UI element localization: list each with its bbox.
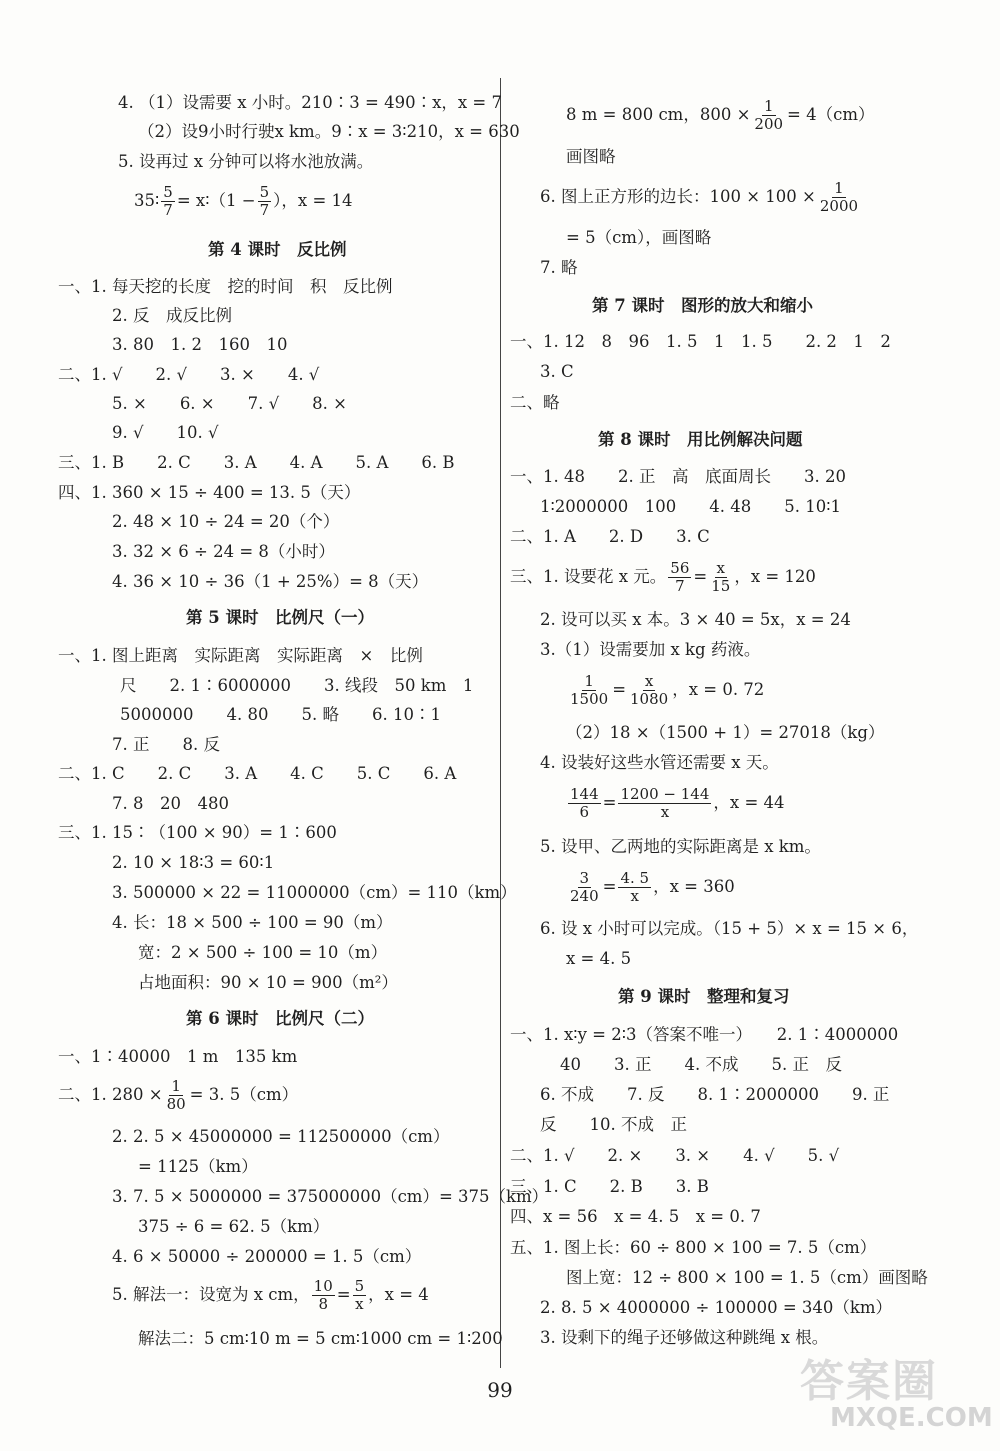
numerator: 1: [834, 179, 844, 197]
answer-line: 2. 设可以买 x 本。3 × 40 = 5x，x = 24: [540, 610, 851, 629]
answer-line: 3. C: [540, 362, 574, 381]
answer-line: 4. （1）设需要 x 小时。210∶3 = 490∶x，x = 7: [118, 93, 503, 112]
numerator: 5: [354, 1277, 365, 1295]
denominator: 240: [570, 887, 599, 905]
fraction: [818, 180, 860, 215]
text: 6. 图上正方形的边长：100 × 100 ×: [540, 187, 816, 206]
text: 5. 解法一：设宽为 x cm，: [112, 1285, 310, 1304]
answer-line: 7. 略: [540, 258, 578, 277]
answer-line: 一、1. 每天挖的长度 挖的时间 积 反比例: [58, 277, 393, 296]
section-heading: 第 5 课时 比例尺（一）: [186, 608, 374, 627]
fraction: [568, 786, 601, 821]
watermark-logo: [800, 1345, 995, 1445]
fraction: [628, 673, 670, 708]
text: = 4（cm）: [787, 105, 875, 124]
numerator: 144: [570, 785, 599, 803]
numerator: 5: [259, 183, 270, 201]
fraction: [618, 870, 651, 905]
answer-line-fraction: [134, 184, 353, 219]
numerator: 1200 − 144: [620, 785, 710, 803]
answer-line: 画图略: [566, 147, 616, 166]
answer-line: 二、1. √ 2. × 3. × 4. √ 5. √: [510, 1146, 840, 1165]
section-heading: 第 7 课时 图形的放大和缩小: [592, 296, 813, 315]
text: ，x = 4: [368, 1285, 429, 1304]
fraction: [165, 1078, 188, 1113]
denominator: 7: [163, 201, 173, 219]
answer-line: 1∶2000000 100 4. 48 5. 10∶1: [540, 497, 842, 516]
denominator: 7: [259, 201, 270, 219]
answer-line: 一、1. 48 2. 正 高 底面周长 3. 20: [510, 467, 846, 486]
section-heading: 第 4 课时 反比例: [208, 240, 347, 259]
answer-line: 2. 2. 5 × 45000000 = 112500000（cm）: [112, 1127, 450, 1146]
numerator: 3: [579, 869, 590, 887]
fraction: [312, 1278, 335, 1313]
numerator: 4. 5: [620, 869, 650, 887]
answer-line: 5. 设再过 x 分钟可以将水池放满。: [118, 152, 374, 171]
text: =: [602, 877, 617, 896]
fraction: [709, 560, 732, 595]
fraction: [353, 1278, 367, 1313]
answer-line: 7. 正 8. 反: [112, 735, 220, 754]
answer-line: 5. × 6. × 7. √ 8. ×: [112, 394, 347, 413]
denominator: 2000: [819, 197, 859, 215]
answer-line-fraction: [566, 98, 875, 133]
answer-line: 一、1. 图上距离 实际距离 实际距离 × 比例: [58, 646, 423, 665]
answer-line-fraction: [566, 870, 735, 905]
answer-line: 3. 7. 5 × 5000000 = 375000000（cm）= 375（km）: [112, 1187, 549, 1206]
answer-line-fraction: [58, 1078, 298, 1113]
denominator: 1080: [630, 690, 669, 708]
text: ，x = 0. 72: [672, 680, 765, 699]
answer-line: 二、略: [510, 393, 560, 412]
fraction: [618, 786, 711, 821]
page-number: 99: [487, 1378, 513, 1402]
answer-line: 占地面积：90 × 10 = 900（m²）: [138, 973, 398, 992]
answer-line: 宽：2 × 500 ÷ 100 = 10（m）: [138, 943, 388, 962]
answer-line: 3. 500000 × 22 = 11000000（cm）= 110（km）: [112, 883, 517, 902]
answer-line: 三、1. 15∶（100 × 90）= 1∶600: [58, 823, 337, 842]
answer-line: x = 4. 5: [566, 949, 632, 968]
numerator: x: [716, 559, 725, 577]
answer-line: = 5（cm），画图略: [566, 228, 712, 247]
answer-line-fraction: [540, 180, 862, 215]
answer-line: 四、x = 56 x = 4. 5 x = 0. 7: [510, 1207, 761, 1226]
answer-line: 2. 8. 5 × 4000000 ÷ 100000 = 340（km）: [540, 1298, 893, 1317]
text: =: [612, 680, 627, 699]
answer-line: 6. 不成 7. 反 8. 1∶2000000 9. 正: [540, 1085, 890, 1104]
denominator: 7: [675, 577, 685, 595]
denominator: x: [660, 803, 670, 821]
text: = 3. 5（cm）: [189, 1085, 299, 1104]
answer-line: 7. 8 20 480: [112, 794, 229, 813]
text: ，x = 120: [734, 567, 816, 586]
section-heading: 第 6 课时 比例尺（二）: [186, 1009, 374, 1028]
section-heading: 第 9 课时 整理和复习: [618, 987, 790, 1006]
numerator: 1: [763, 97, 774, 115]
text: =: [693, 567, 708, 586]
fraction: [161, 184, 175, 219]
answer-line: 4. 6 × 50000 ÷ 200000 = 1. 5（cm）: [112, 1247, 422, 1266]
answer-line: 尺 2. 1∶6000000 3. 线段 50 km 1: [120, 676, 474, 695]
text: 三、1. 设要花 x 元。: [510, 567, 667, 586]
answer-line-fraction: [112, 1278, 429, 1313]
answer-line: 图上宽：12 ÷ 800 × 100 = 1. 5（cm）画图略: [566, 1268, 928, 1287]
watermark-text: 答案圈: [800, 1356, 938, 1407]
fraction: [752, 98, 785, 133]
answer-line: （2）设9小时行驶x km。9∶x = 3∶210，x = 630: [138, 122, 520, 141]
text: 35∶: [134, 191, 160, 210]
answer-line-fraction: [510, 560, 816, 595]
answer-line: 三、1. B 2. C 3. A 4. A 5. A 6. B: [58, 453, 455, 472]
answer-line: 一、1. 12 8 96 1. 5 1 1. 5 2. 2 1 2: [510, 332, 891, 351]
answer-line: 5. 设甲、乙两地的实际距离是 x km。: [540, 837, 821, 856]
answer-line: 二、1. A 2. D 3. C: [510, 527, 710, 546]
answer-line: 解法二：5 cm∶10 m = 5 cm∶1000 cm = 1∶200: [138, 1329, 503, 1348]
text: ，x = 360: [653, 877, 735, 896]
answer-line: 二、1. C 2. C 3. A 4. C 5. C 6. A: [58, 764, 457, 783]
text: ），x = 14: [273, 191, 353, 210]
watermark-url: MXQE.COM: [830, 1403, 993, 1433]
column-divider: [500, 78, 501, 1368]
answer-line: 6. 设 x 小时可以完成。（15 + 5）× x = 15 × 6，: [540, 919, 919, 938]
denominator: x: [355, 1295, 364, 1313]
answer-line: 3.（1）设需要加 x kg 药液。: [540, 640, 761, 659]
answer-line: 五、1. 图上长：60 ÷ 800 × 100 = 7. 5（cm）: [510, 1238, 877, 1257]
answer-line: 9. √ 10. √: [112, 423, 219, 442]
fraction: [668, 560, 691, 595]
answer-line: 一、1∶40000 1 m 135 km: [58, 1047, 298, 1066]
answer-line: 反 10. 不成 正: [540, 1115, 687, 1134]
answer-line: 2. 10 × 18∶3 = 60∶1: [112, 853, 275, 872]
section-heading: 第 8 课时 用比例解决问题: [598, 430, 803, 449]
answer-line: 一、1. x∶y = 2∶3（答案不唯一） 2. 1∶4000000: [510, 1025, 899, 1044]
denominator: 15: [711, 577, 731, 595]
numerator: 5: [163, 183, 173, 201]
answer-line: 三、1. C 2. B 3. B: [510, 1177, 709, 1196]
answer-line: 二、1. √ 2. √ 3. × 4. √: [58, 365, 320, 384]
denominator: x: [630, 887, 640, 905]
numerator: 10: [313, 1277, 333, 1295]
fraction: [568, 673, 610, 708]
fraction: [568, 870, 601, 905]
text: =: [336, 1285, 351, 1304]
answer-line: 5000000 4. 80 5. 略 6. 10∶1: [120, 705, 441, 724]
answer-line-fraction: [566, 673, 764, 708]
denominator: 200: [754, 115, 784, 133]
denominator: 1500: [570, 690, 609, 708]
answer-line: 40 3. 正 4. 不成 5. 正 反: [560, 1055, 842, 1074]
answer-line: 四、1. 360 × 15 ÷ 400 = 13. 5（天）: [58, 483, 361, 502]
text: 二、1. 280 ×: [58, 1085, 163, 1104]
denominator: 6: [579, 803, 590, 821]
answer-line: 3. 80 1. 2 160 10: [112, 335, 288, 354]
answer-line: 2. 48 × 10 ÷ 24 = 20（个）: [112, 512, 340, 531]
numerator: 1: [584, 672, 594, 690]
answer-line: （2）18 ×（1500 + 1）= 27018（kg）: [566, 723, 885, 742]
numerator: 1: [171, 1077, 181, 1095]
answer-line: 4. 设装好这些水管还需要 x 天。: [540, 753, 779, 772]
answer-line: 2. 反 成反比例: [112, 306, 232, 325]
answer-line: 4. 36 × 10 ÷ 36（1 + 25%）= 8（天）: [112, 572, 429, 591]
text: 8 m = 800 cm，800 ×: [566, 105, 751, 124]
answer-line: = 1125（km）: [138, 1157, 258, 1176]
answer-line: 4. 长：18 × 500 ÷ 100 = 90（m）: [112, 913, 393, 932]
numerator: x: [644, 672, 654, 690]
answer-line: 3. 32 × 6 ÷ 24 = 8（小时）: [112, 542, 335, 561]
denominator: 8: [318, 1295, 328, 1313]
text: =: [602, 793, 617, 812]
numerator: 56: [670, 559, 690, 577]
text: ，x = 44: [713, 793, 785, 812]
fraction: [258, 184, 272, 219]
text: = x∶（1 −: [176, 191, 256, 210]
answer-line: 375 ÷ 6 = 62. 5（km）: [138, 1217, 330, 1236]
answer-line-fraction: [566, 786, 785, 821]
denominator: 80: [166, 1095, 186, 1113]
answer-line: 3. 设剩下的绳子还够做这种跳绳 x 根。: [540, 1328, 829, 1347]
